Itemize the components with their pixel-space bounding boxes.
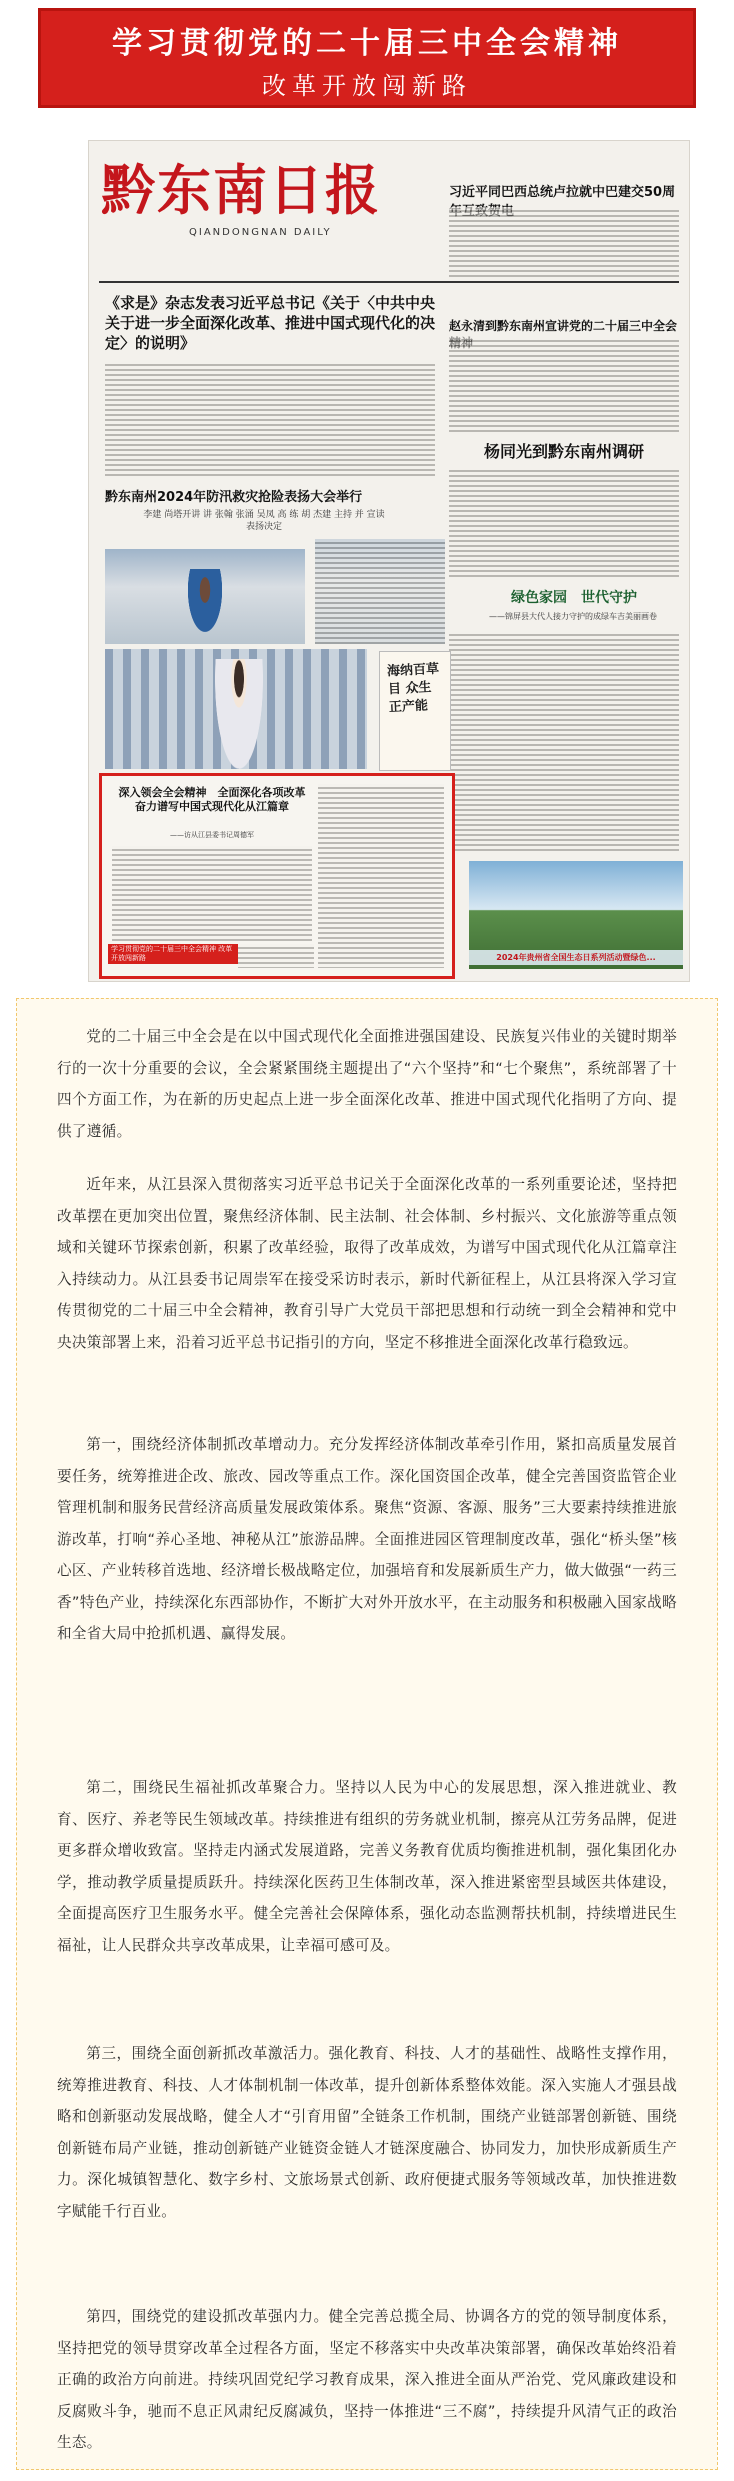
article-paragraph: 第三，围绕全面创新抓改革激活力。强化教育、科技、人才的基础性、战略性支撑作用，统筹推进教育、科技、人才体制机制一体改革，提升创新体系整体效能。深入实施人才强县战略和创新驱动发展战略，健全人才“引育用留”全链条工作机制，围绕产业链部署创新链、围绕创新链布局产业链，推动创新链产业链资金链人才链深度融合、协同发力，加快形成新质生产力。深化城镇智慧化、数字乡村、文旅场景式创新、政府便捷式服务等领域改革，加快推进数字赋能千行百业。 (57, 2045, 677, 2220)
newspaper-right-head3: 绿色家园 世代守护 (511, 590, 637, 606)
newspaper-right-sub3: ——锦屏县大代人接力守护的成绿车吉美丽画卷 (489, 612, 657, 621)
newspaper-masthead: 黔东南日报 (101, 158, 381, 222)
text-column (105, 361, 435, 476)
news-photo-ceremony (105, 549, 305, 644)
highlighted-article (99, 773, 455, 979)
highlighted-article-title: 深入领会全会精神 全面深化各项改革 奋力谱写中国式现代化从江篇章 (118, 786, 306, 813)
highlighted-article-subtitle: ——访从江县委书记周德军 (170, 831, 254, 839)
text-column (449, 631, 679, 851)
news-photo-landscape (469, 861, 683, 969)
newspaper-subhead-small: 李建 尚塔开讲 讲 张翰 张涌 吴凤 高 练 胡 杰建 主持 并 宣读 表扬决定 (143, 510, 385, 532)
text-column (315, 539, 445, 644)
newspaper-right-head2: 杨同光到黔东南州调研 (483, 442, 644, 461)
article-paragraph: 第二，围绕民生福祉抓改革聚合力。坚持以人民为中心的发展思想，深入推进就业、教育、医疗、养老等民生领域改革。持续推进有组织的劳务就业机制，擦亮从江劳务品牌，促进更多群众增收致富。坚持走内涵式发展道路，完善义务教育优质均衡推进机制，强化集团化办学，推动教学质量提质跃升。持续深化医药卫生体制改革，深入推进紧密型县域医共体建设，全面提高医疗卫生服务水平。健全完善社会保障体系，强化动态监测帮扶机制，持续增进民生福祉，让人民群众共享改革成果，让幸福可感可及。 (57, 1779, 677, 1954)
calligraphy-text: 海纳百草目 众生正产能 (386, 661, 440, 716)
photo-worker (215, 659, 263, 769)
highlighted-article-tag: 学习贯彻党的二十届三中全会精神 改革开放闯新路 (108, 944, 238, 964)
article-paragraph: 近年来，从江县深入贯彻落实习近平总书记关于全面深化改革的一系列重要论述，坚持把改革摆在更加突出位置，聚焦经济体制、民主法制、社会体制、乡村振兴、文化旅游等重点领域和关键环节探索创新，积累了改革经验，取得了改革成效，为谱写中国式现代化从江篇章注入持续动力。从江县委书记周崇军在接受采访时表示，新时代新征程上，从江县将深入学习宣传贯彻党的二十届三中全会精神，教育引导广大党员干部把思想和行动统一到全会精神和党中央决策部署上来，沿着习近平总书记指引的方向，坚定不移推进全面深化改革行稳致远。 (57, 1176, 677, 1351)
newspaper-image (88, 140, 690, 982)
text-column (112, 846, 312, 941)
news-photo-caption: 2024年贵州省全国生态日系列活动暨绿色... (469, 950, 683, 965)
newspaper-headline-secondary: 黔东南州2024年防汛救灾抢险表扬大会举行 (105, 490, 363, 505)
article-body (16, 998, 718, 2470)
calligraphy-image (379, 651, 451, 771)
banner-subtitle: 改革开放闯新路 (262, 72, 472, 100)
text-column (449, 337, 679, 432)
banner-title: 学习贯彻党的二十届三中全会精神 (112, 26, 622, 61)
header-banner (38, 8, 696, 108)
news-photo-factory (105, 649, 367, 769)
text-column (238, 944, 314, 968)
newspaper-right-head: 赵永清到黔东南州宣讲党的二十届三中全会 (449, 319, 678, 333)
newspaper-headline-right: 习近平同巴西总统卢拉就中巴建交50周 (449, 185, 676, 200)
newspaper-masthead-en: QIANDONGNAN DAILY (189, 227, 332, 238)
masthead-rule (99, 281, 679, 283)
article-paragraph: 党的二十届三中全会是在以中国式现代化全面推进强国建设、民族复兴伟业的关键时期举行的一次十分重要的会议，全会紧紧围绕主题提出了“六个坚持”和“七个聚焦”，系统部署了十四个方面工作，为在新的历史起点上进一步全面深化改革、推进中国式现代化指明了方向、提供了遵循。 (57, 1028, 677, 1140)
newspaper-headline-main: 《求是》杂志发表习近平总书记《关于〈中共中央关于进一步全面深化改革、推进中国式现代化的决定〉的说明》 (105, 294, 436, 352)
photo-figure (185, 569, 225, 639)
article-paragraph: 第四，围绕党的建设抓改革强内力。健全完善总揽全局、协调各方的党的领导制度体系，坚持把党的领导贯穿改革全过程各方面，坚定不移落实中央改革决策部署，确保改革始终沿着正确的政治方向前进。持续巩固党纪学习教育成果，深入推进全面从严治党、党风廉政建设和反腐败斗争，驰而不息正风肃纪反腐减负，坚持一体推进“三不腐”，持续提升风清气正的政治生态。 (57, 2308, 677, 2451)
text-column (449, 207, 679, 277)
text-column (318, 784, 444, 968)
article-paragraph: 第一，围绕经济体制抓改革增动力。充分发挥经济体制改革牵引作用，紧扣高质量发展首要任务，统筹推进企改、旅改、园改等重点工作。深化国资国企改革，健全完善国资监管企业管理机制和服务民营经济高质量发展政策体系。聚焦“资源、客源、服务”三大要素持续推进旅游改革，打响“养心圣地、神秘从江”旅游品牌。全面推进园区管理制度改革，强化“桥头堡”核心区、产业转移首选地、经济增长极战略定位，加强培育和发展新质生产力，做大做强“一药三香”特色产业，持续深化东西部协作，不断扩大对外开放水平，在主动服务和积极融入国家战略和全省大局中抢抓机遇、赢得发展。 (57, 1436, 677, 1642)
text-column (449, 467, 679, 577)
